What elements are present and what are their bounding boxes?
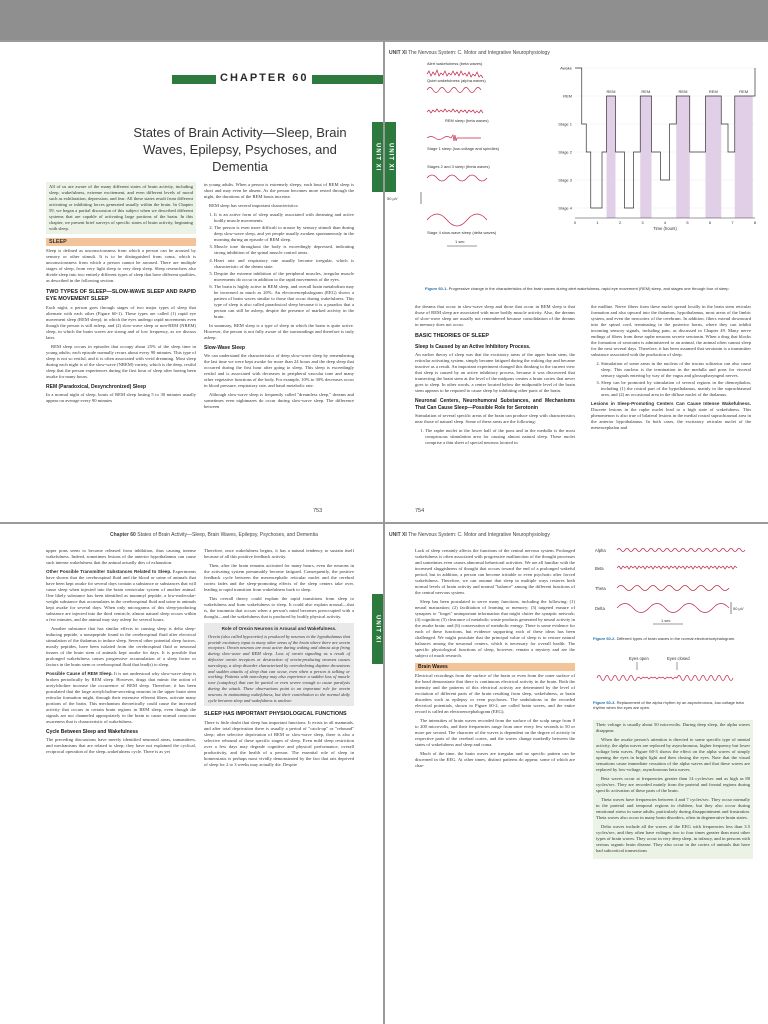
- figure-60-2-caption: [593, 636, 749, 641]
- subsection-heading: REM (Paradoxical, Desynchronized) Sleep: [46, 383, 147, 390]
- caption-text: Progressive change in the characteristics of the brain waves during alert wakefulness, rapid eye movement (REM) sleep, and stages one through four of sleep.: [448, 286, 730, 291]
- section-heading-sleep: SLEEP: [46, 238, 196, 246]
- list-item: 3. Muscle tone throughout the body is exceedingly depressed, indicating strong inhibition of the spinal muscle control areas.: [214, 244, 354, 256]
- wave-label-alpha: Alpha: [595, 548, 606, 553]
- hypnogram-x-tick: 6: [708, 220, 712, 225]
- paragraph: Their voltage is usually about 50 microvolts. During deep sleep, the alpha waves disappear.: [596, 722, 750, 733]
- paragraph: We can understand the characteristics of deep slow-wave sleep by remembering the last time we were kept awake for more than 24 hours and the deep sleep that occurred during the first hour after going to sleep. This sleep is exceedingly restful and is associated with decreases in peripheral vascular tone and many other vegetative functions of the body. For example, 10% to 30% decreases occur in blood pressure, respiratory rate, and basal metabolic rate.: [204, 353, 354, 389]
- hypnogram-rem-band: [640, 96, 651, 218]
- paragraph: In summary, REM sleep is a type of sleep in which the brain is quite active. However, the person is not fully aware of the surroundings and therefore is truly asleep.: [204, 322, 354, 340]
- caption-label: Figure 60-3.: [593, 700, 616, 705]
- column-right: [591, 304, 751, 434]
- label-rem: REM sleep (beta waves): [445, 118, 489, 123]
- paragraph: An earlier theory of sleep was that the excitatory areas of the upper brain stem, the reticular activating system, simply became fatigued during the waking day and became inactive as a result. An important experiment changed this thinking to the current view that sleep is caused by an active inhibitory process, because it was discovered that transecting the brain stem at the level of the midpons creates a brain cortex that never goes to sleep. In other words, a center located below the midpontile level of the brain stem appears to be required to cause sleep by inhibiting other parts of the brain.: [415, 352, 575, 394]
- hypnogram-rem-band: [706, 96, 722, 218]
- inline-heading: Possible Cause of REM Sleep.: [46, 671, 113, 676]
- running-header: [110, 532, 318, 538]
- list-item: 5. Despite the extreme inhibition of the peripheral muscles, irregular muscle movements do occur in addition to the rapid movements of the eyes.: [214, 271, 354, 283]
- label-scale: 50 μV: [387, 196, 398, 201]
- unit-side-tab: UNIT XI: [372, 594, 383, 664]
- wave-label-delta: Delta: [595, 606, 605, 611]
- hypnogram-level-label: REM: [563, 93, 572, 99]
- paragraph: There is little doubt that sleep has important functions. It exists in all mammals, and after total deprivation there is usually a period of "catch-up" or "rebound" sleep; after selective deprivation of REM or slow-wave sleep, there is also a selective rebound of these specific stages of sleep. Even mild sleep restriction over a few days may degrade cognitive and physical performance, overall productivity, and the health of a person. The essential role of sleep in homeostasis is perhaps most vividly demonstrated by the fact that rats deprived of sleep for 2 to 3 weeks may actually die. Despite: [204, 720, 354, 768]
- list-item: 2. Stimulation of some areas in the nucleus of the tractus solitarius can also cause sleep. This nucleus is the termination in the medulla and pons for visceral sensory signals entering by way of the vagus and glossopharyngeal nerves.: [601, 361, 751, 379]
- hypnogram-rem-band: [607, 96, 616, 218]
- list-item: 1. The raphe nuclei in the lower half of the pons and in the medulla is the most conspicuous stimulation area for causing almost natural sleep. These nuclei comprise a thin sheet of special neurons located in: [425, 428, 575, 446]
- paragraph: Although slow-wave sleep is frequently called "dreamless sleep," dreams and sometimes even nightmares do occur during slow-wave sleep. The difference between: [204, 392, 354, 410]
- list-item: 3. Sleep can be promoted by stimulation of several regions in the diencephalon, including (1) the rostral part of the hypothalamus, mainly in the suprachiasmal area, and (2) an occasional area in the diffuse nuclei of the thalamus.: [601, 380, 751, 398]
- paragraph: the midline. Nerve fibers from these nuclei spread locally in the brain stem reticular formation and also upward into the thalamus, hypothalamus, most areas of the limbic system, and even the neocortex of the cerebrum. In addition, fibers extend downward into the spinal cord, terminating in the posterior horns, where they can inhibit incoming sensory signals, including pain, as discussed in Chapter 49. Many nerve endings of fibers from these raphe neurons secrete serotonin. When a drug that blocks the formation of serotonin is administered to an animal, the animal often cannot sleep for the next several days. Therefore, it has been assumed that serotonin is a transmitter substance associated with the production of sleep.: [591, 304, 751, 357]
- section-heading: TWO TYPES OF SLEEP—SLOW-WAVE SLEEP AND RAPID EYE MOVEMENT SLEEP: [46, 289, 196, 302]
- eeg-trace-stage4: [427, 214, 487, 226]
- eeg-trace-rem: [427, 109, 483, 113]
- inline-heading: Other Possible Transmitter Substances Related to Sleep.: [46, 569, 172, 574]
- column-right: [204, 182, 354, 413]
- page-754: [385, 42, 768, 522]
- eeg-trace-stage1: [427, 135, 481, 141]
- hypnogram: [558, 66, 757, 232]
- column-left: [46, 548, 196, 758]
- viewer-background: [0, 0, 768, 40]
- hypnogram-rem-label: REM: [641, 89, 651, 94]
- hypnogram-level-label: Awake: [560, 65, 572, 71]
- paragraph: Delta waves include all the waves of the EEG with frequencies less than 3.5 cycles/sec, and they often have voltages two to four times greater than most other types of brain waves. They occur in very deep sleep, in infancy, and in persons with serious organic brain disease. They also occur in the cortex of animals that have had subcortical transections: [596, 824, 750, 853]
- label-quiet: Quiet wakefulness (alpha waves): [427, 78, 486, 83]
- caption-label: Figure 60-1.: [425, 286, 448, 291]
- paragraph: in young adults. When a person is extremely sleepy, each bout of REM sleep is short and may even be absent. As the person becomes more rested through the night, the durations of the REM bouts increase.: [204, 182, 354, 199]
- eyes-open-label: Eyes open: [629, 656, 649, 661]
- wave-label-theta: Theta: [595, 586, 606, 591]
- hypnogram-level-label: Stage 2: [558, 149, 572, 155]
- paragraph: Theta waves have frequencies between 4 and 7 cycles/sec. They occur normally in the parietal and temporal regions in children, but they also occur during emotional stress in some adults, particularly during disappointment and frustration. Theta waves also occur in many brain disorders, often in degenerative brain states.: [596, 797, 750, 820]
- hypnogram-x-tick: 3: [641, 220, 644, 225]
- caption-text: Different types of brain waves in the normal electroencephalogram.: [616, 636, 736, 641]
- column-left: [46, 182, 196, 407]
- eeg-trace-stage23: [427, 175, 487, 181]
- running-text: The Nervous System: C. Motor and Integrative Neurophysiology: [408, 532, 550, 538]
- paragraph: Much of the time, the brain waves are irregular and no specific pattern can be discerned in the EEG. At other times, distinct patterns do appear, some of which are char-: [415, 751, 575, 769]
- running-text: States of Brain Activity—Sleep, Brain Waves, Epilepsy, Psychoses, and Dementia: [137, 532, 318, 538]
- box-title: Role of Orexin Neurons in Arousal and Wakefulness.: [221, 626, 337, 631]
- hypnogram-x-tick: 8: [753, 220, 757, 225]
- running-unit: UNIT XI: [389, 50, 407, 56]
- hypnogram-rem-label: REM: [678, 89, 688, 94]
- chapter-label: CHAPTER 60: [216, 72, 312, 84]
- hypnogram-rem-label: REM: [606, 89, 616, 94]
- eeg-trace-alert: [427, 70, 483, 78]
- unit-side-tab: UNIT XI: [372, 122, 383, 192]
- paragraph: The preceding discussions have merely identified neuronal areas, transmitters, and mechanisms that are related to sleep; they have not explained the cyclical, reciprocal operation of the sleep–wakefulness cycle. There is as yet: [46, 737, 196, 755]
- hypnogram-stage-line: [575, 68, 755, 208]
- unit-side-tab: UNIT XI: [385, 122, 396, 192]
- hypnogram-rem-band: [735, 96, 753, 218]
- box-text: Orexin (also called hypocretin) is produced by neurons in the hypothalamus that provide excitatory input to many other areas of the brain where there are orexin receptors. Orexin neurons are most active during waking and almost stop firing during slow-wave and REM sleep. Loss of orexin signaling as a result of defective orexin receptors or destruction of orexin-producing neurons causes narcolepsy, a sleep disorder characterized by overwhelming daytime drowsiness and sudden attacks of sleep that can occur, even when a person is talking or working. Patients with narcolepsy may also experience a sudden loss of muscle tone (cataplexy) that can be partial or even severe enough to cause paralysis during the attack. These observations point to an important role for orexin neurons in maintaining wakefulness, but their contribution to the normal daily cycle between sleep and wakefulness is unclear.: [208, 633, 350, 703]
- page-756: [385, 524, 768, 1024]
- eeg-trace-quiet: [427, 88, 481, 93]
- hypnogram-rem-band: [676, 96, 690, 218]
- paragraph: Then, after the brain remains activated for many hours, even the neurons in the activating system presumably become fatigued. Consequently, the positive feedback cycle between the mesencephalic reticular nuclei and the cerebral cortex fades and the sleep-promoting effects of the sleep centers take over, leading to rapid transition from wakefulness back to sleep.: [204, 563, 354, 592]
- sleep-areas-list-cont: [591, 361, 751, 398]
- orexin-box: [204, 623, 354, 706]
- running-header: [389, 50, 550, 56]
- hypnogram-x-tick: 7: [731, 220, 734, 225]
- paragraph: Lack of sleep certainly affects the functions of the central nervous system. Prolonged wakefulness is often associated with progressive malfunction of the thought processes and sometimes even causes abnormal behavioral activities. We are all familiar with the increased sluggishness of thought that occurs toward the end of a prolonged wakeful period, but in addition, a person can become irritable or even psychotic after forced wakefulness. Therefore, we can assume that sleep in multiple ways restores both normal levels of brain activity and normal "balance" among the different functions of the central nervous system.: [415, 548, 575, 595]
- hypnogram-level-label: Stage 3: [558, 177, 572, 183]
- scale-label: 50 μV: [733, 606, 744, 611]
- characteristics-list: [204, 212, 354, 320]
- eyes-closed-label: Eyes closed: [667, 656, 690, 661]
- paragraph: Discrete lesions in the raphe nuclei lead to a high state of wakefulness. This phenomenon is also true of bilateral lesions in the medial rostral suprachiasmal area in the anterior hypothalamus. In both cases, the excitatory reticular nuclei of the mesencephalon and: [591, 407, 751, 431]
- hypnogram-x-tick: 2: [618, 220, 622, 225]
- wave-label-beta: Beta: [595, 566, 604, 571]
- label-stage1: Stage 1 sleep (low-voltage and spindles): [427, 146, 500, 151]
- running-unit: UNIT XI: [389, 532, 407, 538]
- column-right: [204, 548, 354, 771]
- paragraph: Sleep has been postulated to serve many functions, including the following: (1) neural maturation; (2) facilitation of learning or memory; (3) targeted erasure of synapses to "forget" unimportant information that might clutter the synaptic network; (4) cognition; (5) clearance of metabolic waste products generated by neural activity in the awake brain; and (6) conservation of metabolic energy. There is some evidence for each of these functions, but evidence supporting each of these ideas has been challenged. We might postulate that the principal value of sleep is to restore natural balances among the neuronal centers, which is necessary for overall health. The specific physiological functions of sleep, however, remain a mystery and are the subject of much research.: [415, 599, 575, 658]
- list-item: 2. The person is even more difficult to arouse by sensory stimuli than during deep slow-wave sleep, and yet people usually awaken spontaneously in the morning during an episode of REM sleep.: [214, 225, 354, 243]
- hypnogram-level-label: Stage 4: [558, 205, 572, 211]
- hypnogram-x-tick: 4: [663, 220, 667, 225]
- label-time: 1 sec: [455, 239, 465, 244]
- hypnogram-x-label: Time (hours): [653, 226, 677, 231]
- caption-text: Replacement of the alpha rhythm by an asynchronous, low-voltage beta rhythm when the eyes are open.: [593, 700, 744, 710]
- paragraph: the dreams that occur in slow-wave sleep and those that occur in REM sleep is that those of REM sleep are associated with more bodily muscle activity. Also, the dreams of slow-wave sleep are usually not remembered because consolidation of the dreams in memory does not occur.: [415, 304, 575, 327]
- column-left: [415, 304, 575, 449]
- column-left: [415, 548, 575, 772]
- paragraph: REM sleep has several important characteristics:: [209, 203, 299, 208]
- page-755: [0, 524, 383, 1024]
- section-heading: SLEEP HAS IMPORTANT PHYSIOLOGICAL FUNCTIONS: [204, 711, 347, 718]
- intro-paragraph: All of us are aware of the many different states of brain activity, including sleep, wakefulness, extreme excitement, and even different levels of mood such as exhilaration, depression, and fear. All these states result from different activating or inhibiting forces generated usually within the brain. In Chapter 59, we began a partial discussion of this subject when we described different systems that are capable of activating large portions of the brain. In this chapter, we present brief surveys of specific states of brain activity, beginning with sleep.: [46, 182, 196, 234]
- label-stage4: Stage 4 slow-wave sleep (delta waves): [427, 230, 497, 235]
- page-number: 753: [313, 508, 323, 514]
- running-text: The Nervous System: C. Motor and Integrative Neurophysiology: [408, 50, 550, 56]
- caption-label: Figure 60-2.: [593, 636, 616, 641]
- figure-60-2: [593, 544, 753, 634]
- label-alert: Alert wakefulness (beta waves): [427, 61, 483, 66]
- list-item: 4. Heart rate and respiratory rate usually become irregular, which is characteristic of the dream state.: [214, 258, 354, 270]
- figure-60-1-caption: [425, 286, 755, 291]
- figure-60-3: [593, 652, 753, 698]
- paragraph: The intensities of brain waves recorded from the surface of the scalp range from 0 to 200 microvolts, and their frequencies range from once every few seconds to 50 or more per second. The character of the waves is dependent on the degree of activity in respective parts of the cerebral cortex, and the waves change markedly between the states of wakefulness and sleep and coma.: [415, 718, 575, 748]
- inline-heading: Lesions in Sleep-Promoting Centers Can Cause Intense Wakefulness.: [591, 401, 751, 407]
- section-heading: BASIC THEORIES OF SLEEP: [415, 333, 489, 339]
- paragraph: Beta waves occur at frequencies greater than 14 cycles/sec and as high as 80 cycles/sec. They are recorded mainly from the parietal and frontal regions during specific activation of these parts of the brain.: [596, 776, 750, 793]
- column-right: [593, 720, 753, 859]
- paragraph: Another substance that has similar effects in causing sleep is delta sleep-inducing peptide, a nonapeptide found in the cerebrospinal fluid after electrical stimulation of the thalamus to induce sleep. Several other potential sleep factors, mostly peptides, have been isolated from the cerebrospinal fluid or neuronal tissues of the brain stem of animals kept awake for days. It is possible that prolonged wakefulness causes progressive accumulation of a sleep factor or factors in the brain stem or cerebrospinal fluid that lead(s) to sleep.: [46, 626, 196, 667]
- hypnogram-x-tick: 1: [596, 220, 599, 225]
- page-number: 754: [415, 508, 425, 514]
- sleep-areas-list: [415, 428, 575, 446]
- hypnogram-rem-label: REM: [708, 89, 718, 94]
- hypnogram-level-label: Stage 1: [558, 121, 572, 127]
- paragraph: REM sleep occurs in episodes that occupy about 25% of the sleep time in young adults; each episode normally recurs about every 90 minutes. This type of sleep is not so restful, and it is often associated with vivid dreaming. Most sleep during each night is of the slow-wave (NREM) variety, which is the deep, restful sleep that the person experiences during the first hour of sleep after having been awake for many hours.: [46, 343, 196, 379]
- hypnogram-x-tick: 5: [686, 220, 689, 225]
- time-label: 1 sec: [661, 618, 671, 623]
- paragraph: upper pons seem to become released from inhibition, thus causing intense wakefulness. Indeed, sometimes lesions of the anterior hypothalamus can cause such intense wakefulness that the animal actually dies of exhaustion.: [46, 548, 196, 565]
- paragraph: Stimulation of several specific areas of the brain can produce sleep with characteristics near those of natural sleep. Some of these areas are the following:: [415, 413, 575, 425]
- list-item: 1. It is an active form of sleep usually associated with dreaming and active bodily muscle movements.: [214, 212, 354, 224]
- running-chapter: Chapter 60: [110, 532, 136, 538]
- paragraph: When the awake person's attention is directed to some specific type of mental activity, the alpha waves are replaced by asynchronous, higher frequency but lower voltage beta waves. Figure 60-3 shows the effect on the alpha waves of simply opening the eyes in bright light and then closing the eyes. Note that the visual sensations cause immediate cessation of the alpha waves and that these waves are replaced by low-voltage, asynchronous beta waves.: [596, 737, 750, 772]
- figure-60-3-caption: [593, 700, 749, 710]
- paragraph: Experiments have shown that the cerebrospinal fluid and the blood or urine of animals that have been kept awake for several days contain a substance or substances that will cause sleep when injected into the brain ventricular system of another animal. One likely substance has been identified as muramyl peptide, a low-molecular-weight substance that accumulates in the cerebrospinal fluid and urine in animals kept awake for several days. When only micrograms of this sleep-producing substance are injected into the third ventricle, almost natural sleep occurs within a few minutes, and the animal may stay asleep for several hours.: [46, 569, 196, 622]
- paragraph: Sleep is defined as unconsciousness from which a person can be aroused by sensory or other stimuli. It is to be distinguished from coma, which is unconsciousness from which a person cannot be aroused. There are multiple stages of sleep, from very light sleep to very deep sleep. Sleep researchers also divide sleep into two entirely different types of sleep that have different qualities, as described in the following section.: [46, 248, 196, 283]
- subsection-heading: Cycle Between Sleep and Wakefulness: [46, 729, 139, 735]
- paragraph: It is not understood why slow-wave sleep is broken periodically by REM sleep. However, drugs that mimic the action of acetylcholine increase the occurrence of REM sleep. Therefore, it has been postulated that the large acetylcholine-secreting neurons in the upper brain stem reticular formation might, through their extensive efferent fibers, activate many portions of the brain. This mechanism theoretically could cause the increased activity that occurs in certain brain regions in REM sleep, even though the signals are not channeled appropriately in the brain to cause normal conscious awareness that is characteristic of wakefulness.: [46, 671, 196, 724]
- subsection-heading: Neuronal Centers, Neurohumoral Substances, and Mechanisms That Can Cause Sleep—Possible Role for Serotonin: [415, 398, 575, 411]
- running-header: [389, 532, 550, 538]
- subsection-heading: Sleep Is Caused by an Active Inhibitory Process.: [415, 343, 531, 350]
- page-753: [0, 42, 383, 522]
- hypnogram-rem-label: REM: [739, 89, 749, 94]
- section-heading-brain-waves: Brain Waves: [415, 663, 575, 671]
- subsection-heading: Slow-Wave Sleep: [204, 344, 245, 351]
- paragraph: Electrical recordings from the surface of the brain or even from the outer surface of the head demonstrate that there is continuous electrical activity in the brain. Both the intensity and the patterns of this electrical activity are determined by the level of excitation of different parts of the brain resulting from sleep, wakefulness, or brain disorders such as epilepsy or even psychoses. The undulations in the recorded electrical potentials, shown in Figure 60-2, are called brain waves, and the entire record is called an electroencephalogram (EEG).: [415, 673, 575, 715]
- paragraph: Each night, a person goes through stages of two major types of sleep that alternate with each other (Figure 60-1). These types are called (1) rapid eye movement sleep (REM sleep), in which the eyes undergo rapid movements even though the person is still asleep, and (2) slow-wave sleep or non-REM (NREM) sleep, in which the brain waves are strong and of low frequency, as we discuss later.: [46, 304, 196, 340]
- paragraph: In a normal night of sleep, bouts of REM sleep lasting 5 to 30 minutes usually appear on average every 90 minutes: [46, 392, 196, 403]
- chapter-title: States of Brain Activity—Sleep, Brain Waves, Epilepsy, Psychoses, and Dementia: [133, 125, 347, 174]
- hypnogram-x-tick: 0: [573, 220, 577, 225]
- list-item: 6. The brain is highly active in REM sleep, and overall brain metabolism may be increased as much as 20%. An electroencephalogram (EEG) shows a pattern of brain waves similar to those that occur during wakefulness. This type of sleep is also called paradoxical sleep because it is a paradox that a person can still be asleep, despite the presence of marked activity in the brain.: [214, 284, 354, 320]
- paragraph: This overall theory could explain the rapid transitions from sleep to wakefulness and from wakefulness to sleep. It could also explain arousal—that is, the insomnia that occurs when a person's mind becomes preoccupied with a thought—and the wakefulness that is produced by bodily physical activity.: [204, 596, 354, 619]
- label-stage23: Stages 2 and 3 sleep (theta waves): [427, 164, 490, 169]
- paragraph: Therefore, once wakefulness begins, it has a natural tendency to sustain itself because of all this positive feedback activity.: [204, 548, 354, 559]
